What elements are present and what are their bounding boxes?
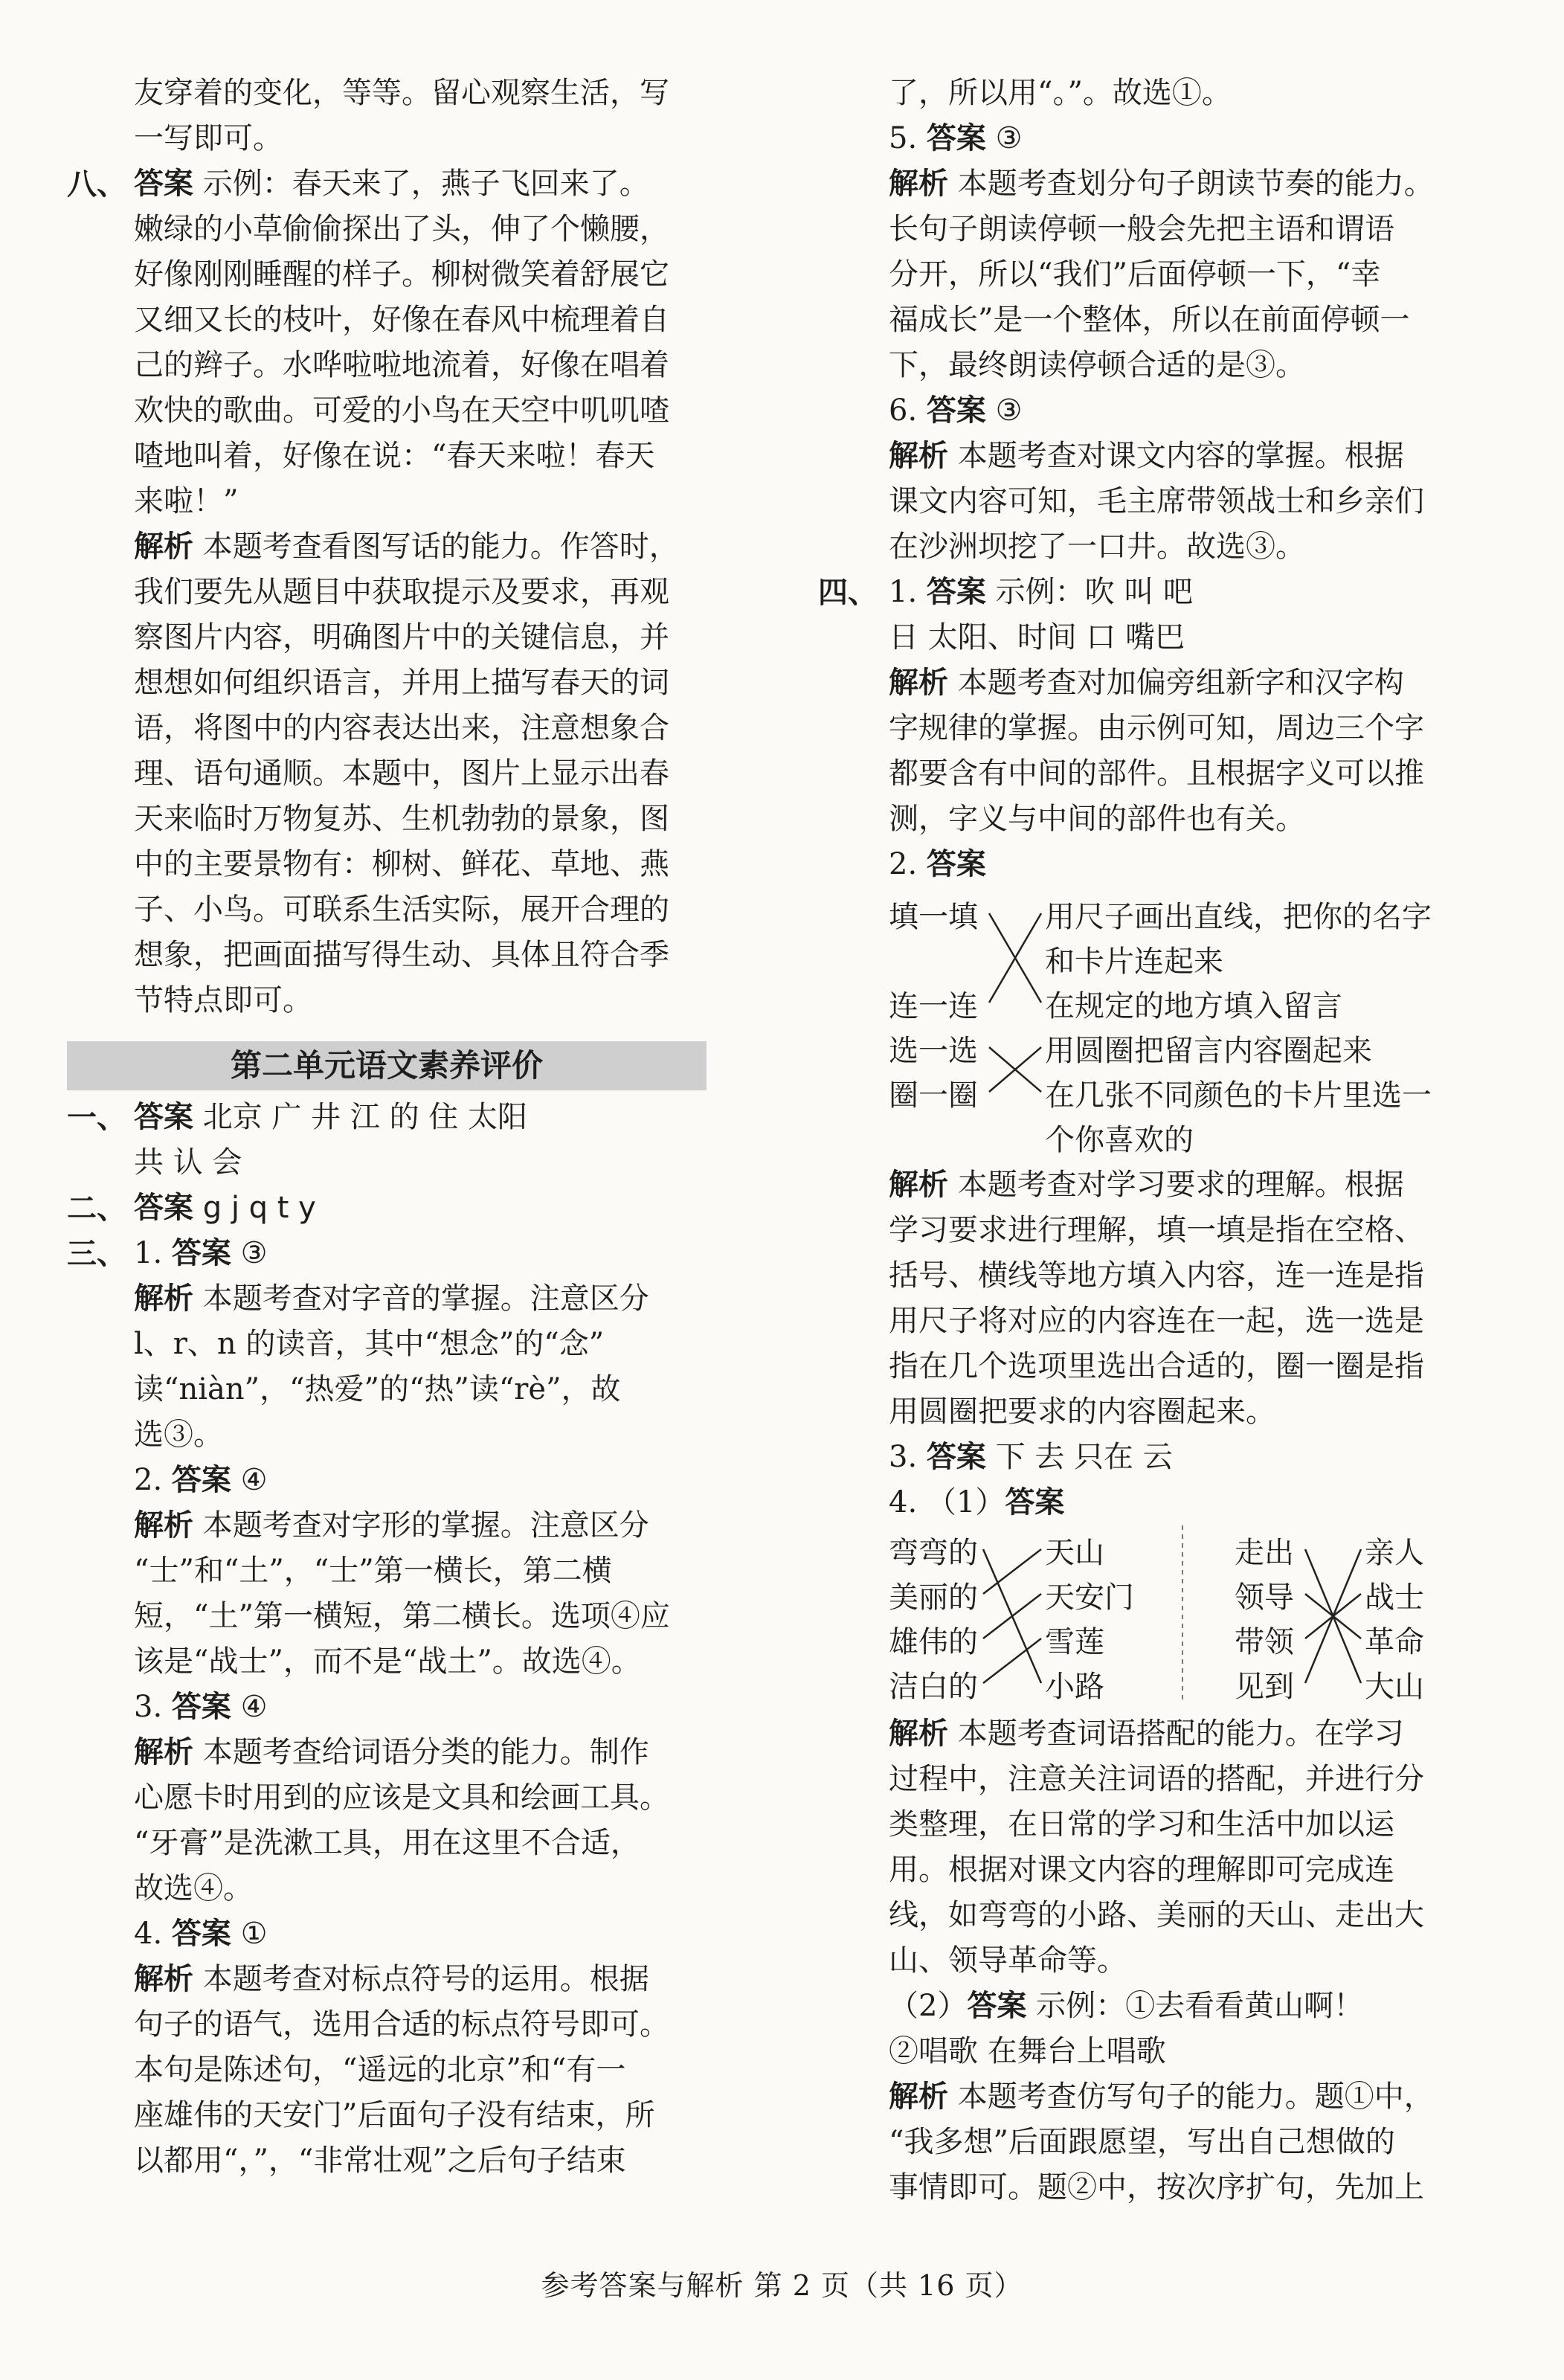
text-line: 理、语句通顺。本题中，图片上显示出春 — [134, 756, 669, 791]
text-line: 该是“战士”，而不是“战土”。故选④。 — [134, 1644, 641, 1679]
text-line: 线，如弯弯的小路、美丽的天山、走出大 — [889, 1898, 1424, 1932]
q3-4-answer: 4. 答案 ① — [134, 1917, 268, 1951]
section-number: 八、 — [67, 167, 126, 202]
text-line: 字规律的掌握。由示例可知，周边三个字 — [889, 711, 1424, 745]
match-left-item: 见到 — [1235, 1670, 1294, 1704]
left-column — [67, 71, 707, 2184]
analysis-line: 解析 本题考查对字形的掌握。注意区分 — [134, 1508, 649, 1543]
text-line: 选③。 — [134, 1418, 223, 1452]
text-line: 共 认 会 — [134, 1145, 242, 1180]
text-line: 故选④。 — [134, 1871, 253, 1905]
analysis-line: 解析 本题考查划分句子朗读节奏的能力。 — [889, 167, 1434, 201]
match-left-item: 填一填 — [889, 900, 978, 934]
text-line: 测，字义与中间的部件也有关。 — [889, 802, 1305, 836]
text-line: 想想如何组织语言，并用上描写春天的词 — [134, 666, 669, 700]
analysis-line: 解析 本题考查看图写话的能力。作答时， — [134, 530, 679, 564]
answer-tag: 答案 — [134, 1191, 193, 1225]
text-line: 一写即可。 — [134, 121, 283, 155]
analysis-line: 解析 本题考查对字音的掌握。注意区分 — [134, 1281, 649, 1316]
text-line: 了，所以用“。”。故选①。 — [889, 76, 1232, 110]
analysis-tag: 解析 — [134, 530, 193, 564]
text-line: 节特点即可。 — [134, 983, 312, 1017]
text-line: l、r、n 的读音，其中“想念”的“念” — [134, 1327, 605, 1361]
text-line: “牙膏”是洗漱工具，用在这里不合适， — [134, 1826, 640, 1860]
text-line: 课文内容可知，毛主席带领战士和乡亲们 — [889, 484, 1424, 518]
q6-answer: 6. 答案 ③ — [889, 393, 1023, 428]
answer-tag: 答案 — [171, 1236, 231, 1270]
text-line: 我们要先从题目中获取提示及要求，再观 — [134, 575, 669, 609]
match-left-item: 走出 — [1235, 1536, 1294, 1570]
text-line: 察图片内容，明确图片中的关键信息，并 — [134, 620, 669, 654]
analysis-line: 解析 本题考查词语搭配的能力。在学习 — [889, 1717, 1404, 1751]
answer-tag: 答案 — [134, 167, 193, 201]
text-line: 短，“土”第一横短，第二横长。选项④应 — [134, 1599, 670, 1633]
match-right-item: 亲人 — [1365, 1536, 1424, 1570]
text-line: 欢快的歌曲。可爱的小鸟在天空中叽叽喳 — [134, 393, 669, 428]
analysis-line: 解析 本题考查对加偏旁组新字和汉字构 — [889, 666, 1404, 700]
text-line: 类整理，在日常的学习和生活中加以运 — [889, 1807, 1394, 1842]
match-right-item: 在几张不同颜色的卡片里选一 — [1045, 1078, 1432, 1113]
text-line: 句子的语气，选用合适的标点符号即可。 — [134, 2007, 669, 2042]
text-line: 读“niàn”，“热爱”的“热”读“rè”，故 — [134, 1372, 621, 1406]
text-line: 用圆圈把要求的内容圈起来。 — [889, 1395, 1275, 1429]
s4-2-answer: 2. 答案 — [889, 847, 986, 881]
s4-1-answer: 四、 1. 答案 示例：吹 叫 吧 — [818, 575, 1194, 610]
page-footer: 参考答案与解析 第 2 页（共 16 页） — [541, 2269, 1023, 2302]
text-line: 中的主要景物有：柳树、鲜花、草地、燕 — [134, 847, 669, 881]
text-line: 想象，把画面描写得生动、具体且符合季 — [134, 938, 669, 972]
q1-answer: 一、 答案 北京 广 井 江 的 住 太阳 — [67, 1100, 528, 1135]
s4-3-answer: 3. 答案 下 去 只在 云 — [889, 1440, 1173, 1474]
text-line: 指在几个选项里选出合适的，圈一圈是指 — [889, 1349, 1424, 1383]
text-line: 本句是陈述句，“遥远的北京”和“有一 — [134, 2053, 626, 2087]
text-line: 又细又长的枝叶，好像在春风中梳理着自 — [134, 303, 669, 337]
text-line: ②唱歌 在舞台上唱歌 — [889, 2034, 1166, 2068]
text-line: 嫩绿的小草偷偷探出了头，伸了个懒腰， — [134, 212, 669, 246]
q2-answer: 二、 答案 g j q t y — [67, 1191, 316, 1226]
match-left-item: 圈一圈 — [889, 1078, 978, 1113]
match-left-item: 连一连 — [889, 989, 978, 1023]
match-right-item: 用尺子画出直线，把你的名字 — [1045, 900, 1432, 934]
match-right-item: 革命 — [1365, 1625, 1424, 1659]
q3-2-answer: 2. 答案 ④ — [134, 1463, 268, 1497]
text-line: 语，将图中的内容表达出来，注意想象合 — [134, 711, 669, 745]
text-line: 子、小鸟。可联系生活实际，展开合理的 — [134, 892, 669, 927]
analysis-line: 解析 本题考查给词语分类的能力。制作 — [134, 1735, 649, 1769]
match-right-item: 雪莲 — [1045, 1625, 1104, 1659]
match-left-item: 弯弯的 — [889, 1536, 978, 1570]
text-line: 事情即可。题②中，按次序扩句，先加上 — [889, 2170, 1424, 2204]
text-line: 学习要求进行理解，填一填是指在空格、 — [889, 1213, 1424, 1247]
text-line: 用尺子将对应的内容连在一起，选一选是 — [889, 1304, 1424, 1338]
text-line: 好像刚刚睡醒的样子。柳树微笑着舒展它 — [134, 257, 669, 292]
match-right-item: 战士 — [1365, 1580, 1424, 1615]
text-line: 日 太阳、时间 口 嘴巴 — [889, 620, 1185, 654]
match-right-item: 用圆圈把留言内容圈起来 — [1045, 1034, 1372, 1068]
q5-answer: 5. 答案 ③ — [889, 121, 1023, 155]
text-line: 友穿着的变化，等等。留心观察生活，写 — [134, 76, 669, 110]
text-line: 都要含有中间的部件。且根据字义可以推 — [889, 756, 1424, 791]
right-column — [818, 71, 1487, 2210]
match-right-item: 天山 — [1045, 1536, 1104, 1570]
analysis-line: 解析 本题考查对课文内容的掌握。根据 — [889, 439, 1404, 473]
text-line: 长句子朗读停顿一般会先把主语和谓语 — [889, 212, 1394, 246]
match-left-item: 雄伟的 — [889, 1625, 978, 1659]
text-line: 在沙洲坝挖了一口井。故选③。 — [889, 530, 1305, 564]
match-left-item: 领导 — [1235, 1580, 1294, 1615]
match-right-item: 小路 — [1045, 1670, 1104, 1704]
text-line: 座雄伟的天安门”后面句子没有结束，所 — [134, 2098, 655, 2132]
text-line: 过程中，注意关注词语的搭配，并进行分 — [889, 1762, 1424, 1796]
match-right-item: 和卡片连起来 — [1045, 945, 1223, 979]
match-left-item: 美丽的 — [889, 1580, 978, 1615]
text-line: 福成长”是一个整体，所以在前面停顿一 — [889, 303, 1410, 337]
analysis-line: 解析 本题考查对标点符号的运用。根据 — [134, 1962, 649, 1996]
match-right-item: 在规定的地方填入留言 — [1045, 989, 1342, 1023]
match-right-item: 个你喜欢的 — [1045, 1123, 1194, 1157]
unit-banner: 第二单元语文素养评价 — [67, 1041, 707, 1090]
text-line: 心愿卡时用到的应该是文具和绘画工具。 — [134, 1781, 669, 1815]
text-line: 下，最终朗读停顿合适的是③。 — [889, 348, 1305, 382]
text-line: 山、领导革命等。 — [889, 1943, 1127, 1978]
q3-3-answer: 3. 答案 ④ — [134, 1690, 268, 1724]
match-left-item: 洁白的 — [889, 1670, 978, 1704]
text-line: 来啦！” — [134, 484, 239, 518]
text-line: 喳地叫着，好像在说：“春天来啦！春天 — [134, 439, 655, 473]
text-line: 括号、横线等地方填入内容，连一连是指 — [889, 1258, 1424, 1293]
section-8-answer: 八、 答案 示例：春天来了，燕子飞回来了。 — [67, 161, 707, 207]
text-line: 己的辫子。水哗啦啦地流着，好像在唱着 — [134, 348, 669, 382]
q3-1-answer: 三、 1. 答案 ③ — [67, 1236, 268, 1271]
text-line: 用。根据对课文内容的理解即可完成连 — [889, 1853, 1394, 1887]
analysis-line: 解析 本题考查仿写句子的能力。题①中， — [889, 2080, 1434, 2114]
match-right-item: 天安门 — [1045, 1580, 1134, 1615]
matching-diagram-2 — [818, 1525, 1487, 1711]
text-line: “我多想”后面跟愿望，写出自己想做的 — [889, 2125, 1395, 2159]
match-left-item: 带领 — [1235, 1625, 1294, 1659]
text-line: 以都用“，”，“非常壮观”之后句子结束 — [134, 2143, 626, 2178]
answer-tag: 答案 — [134, 1100, 193, 1134]
s4-4b-answer: （2）答案 示例：①去看看黄山啊！ — [889, 1989, 1364, 2023]
s4-4-answer: 4. （1）答案 — [889, 1485, 1065, 1519]
analysis-line: 解析 本题考查对学习要求的理解。根据 — [889, 1168, 1404, 1202]
text-line: “士”和“土”，“士”第一横长，第二横 — [134, 1554, 612, 1588]
matching-diagram-1 — [818, 887, 1487, 1162]
match-right-item: 大山 — [1365, 1670, 1424, 1704]
text-line: 分开，所以“我们”后面停顿一下，“幸 — [889, 257, 1381, 292]
match-left-item: 选一选 — [889, 1034, 978, 1068]
text-line: 天来临时万物复苏、生机勃勃的景象，图 — [134, 802, 669, 836]
